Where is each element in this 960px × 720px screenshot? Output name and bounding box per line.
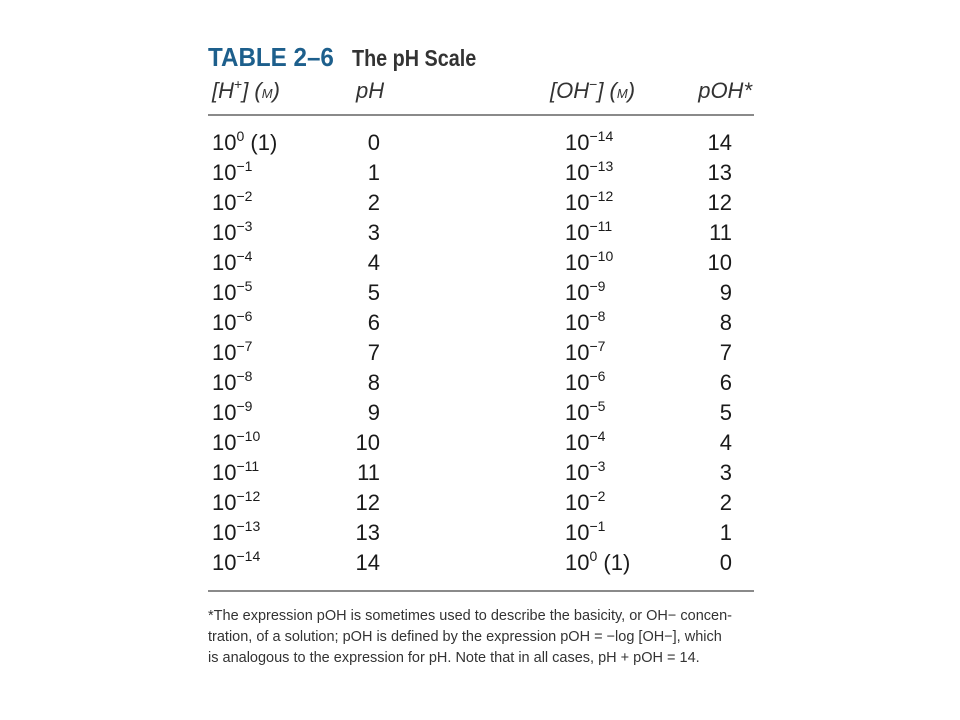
h-concentration-cell: $10^{-11}$	[212, 458, 260, 485]
table-row	[208, 400, 754, 430]
h-concentration-cell: $10^{-5}$	[212, 278, 253, 305]
ph-cell: 6	[367, 310, 380, 335]
table-row	[208, 490, 754, 520]
table-header-row	[208, 76, 754, 114]
oh-concentration-cell: $10^{-1}$	[565, 518, 606, 545]
header-ph: pH	[356, 78, 385, 103]
h-concentration-cell: $10^{-12}$	[212, 488, 261, 515]
h-concentration-cell: $10^{-9}$	[212, 398, 253, 425]
table-row	[208, 310, 754, 340]
table-caption	[208, 42, 754, 76]
oh-concentration-cell: $10^{-6}$	[565, 368, 606, 395]
poh-cell: 11	[709, 220, 732, 245]
oh-concentration-cell: $10^{-3}$	[565, 458, 606, 485]
h-concentration-cell: $10^{-2}$	[212, 188, 253, 215]
table-row	[208, 430, 754, 460]
h-concentration-cell: $10^{-8}$	[212, 368, 253, 395]
oh-concentration-cell: $10^0$ (1)	[565, 548, 631, 575]
header-poh: pOH*	[698, 78, 752, 103]
oh-concentration-cell: $10^{-5}$	[565, 398, 606, 425]
h-concentration-cell: $10^0$ (1)	[212, 128, 278, 155]
poh-cell: 7	[719, 340, 732, 365]
poh-cell: 8	[719, 310, 732, 335]
ph-cell: 1	[367, 160, 380, 185]
ph-cell: 2	[367, 190, 380, 215]
oh-concentration-cell: $10^{-12}$	[565, 188, 614, 215]
poh-cell: 10	[707, 250, 732, 275]
table-footnote	[208, 606, 754, 669]
ph-cell: 7	[367, 340, 380, 365]
poh-cell: 14	[707, 130, 732, 155]
footnote-line: tration, of a solution; pOH is defined by the expression pOH = −log [OH−], which	[208, 629, 722, 645]
ph-cell: 12	[355, 490, 380, 515]
poh-cell: 9	[719, 280, 732, 305]
table-row	[208, 370, 754, 400]
table-row	[208, 130, 754, 160]
table-body	[208, 116, 754, 590]
table-row	[208, 550, 754, 580]
poh-cell: 6	[719, 370, 732, 395]
ph-cell: 5	[367, 280, 380, 305]
poh-cell: 1	[719, 520, 732, 545]
oh-concentration-cell: $10^{-8}$	[565, 308, 606, 335]
oh-concentration-cell: $10^{-13}$	[565, 158, 614, 185]
oh-concentration-cell: $10^{-7}$	[565, 338, 606, 365]
poh-cell: 2	[719, 490, 732, 515]
ph-scale-table	[208, 42, 754, 669]
table-row	[208, 460, 754, 490]
poh-cell: 4	[719, 430, 732, 455]
table-row	[208, 250, 754, 280]
h-concentration-cell: $10^{-10}$	[212, 428, 261, 455]
ph-cell: 11	[357, 460, 380, 485]
table-row	[208, 340, 754, 370]
ph-cell: 14	[355, 550, 380, 575]
footnote-line: *The expression pOH is sometimes used to describe the basicity, or OH− concen-	[208, 608, 732, 624]
oh-concentration-cell: $10^{-14}$	[565, 128, 614, 155]
table-label: TABLE 2–6	[208, 42, 334, 72]
header-oh-concentration: [OH−] (m)	[550, 76, 636, 103]
h-concentration-cell: $10^{-7}$	[212, 338, 253, 365]
ph-cell: 3	[367, 220, 380, 245]
ph-cell: 9	[367, 400, 380, 425]
oh-concentration-cell: $10^{-11}$	[565, 218, 613, 245]
ph-cell: 10	[355, 430, 380, 455]
header-h-concentration: [H+] (m)	[212, 76, 280, 103]
table-title: The pH Scale	[351, 45, 477, 71]
oh-concentration-cell: $10^{-2}$	[565, 488, 606, 515]
h-concentration-cell: $10^{-3}$	[212, 218, 253, 245]
poh-cell: 3	[719, 460, 732, 485]
footer-rule	[208, 590, 754, 592]
ph-cell: 13	[355, 520, 380, 545]
table-row	[208, 280, 754, 310]
h-concentration-cell: $10^{-4}$	[212, 248, 253, 275]
ph-cell: 4	[367, 250, 380, 275]
table-row	[208, 220, 754, 250]
h-concentration-cell: $10^{-1}$	[212, 158, 253, 185]
poh-cell: 0	[719, 550, 732, 575]
table-row	[208, 160, 754, 190]
table-row	[208, 190, 754, 220]
oh-concentration-cell: $10^{-10}$	[565, 248, 614, 275]
h-concentration-cell: $10^{-13}$	[212, 518, 261, 545]
ph-cell: 8	[367, 370, 380, 395]
poh-cell: 13	[707, 160, 732, 185]
oh-concentration-cell: $10^{-4}$	[565, 428, 606, 455]
poh-cell: 12	[707, 190, 732, 215]
oh-concentration-cell: $10^{-9}$	[565, 278, 606, 305]
table-row	[208, 520, 754, 550]
poh-cell: 5	[719, 400, 732, 425]
h-concentration-cell: $10^{-6}$	[212, 308, 253, 335]
ph-cell: 0	[367, 130, 380, 155]
footnote-line: is analogous to the expression for pH. Note that in all cases, pH + pOH = 14.	[208, 650, 700, 666]
h-concentration-cell: $10^{-14}$	[212, 548, 261, 575]
